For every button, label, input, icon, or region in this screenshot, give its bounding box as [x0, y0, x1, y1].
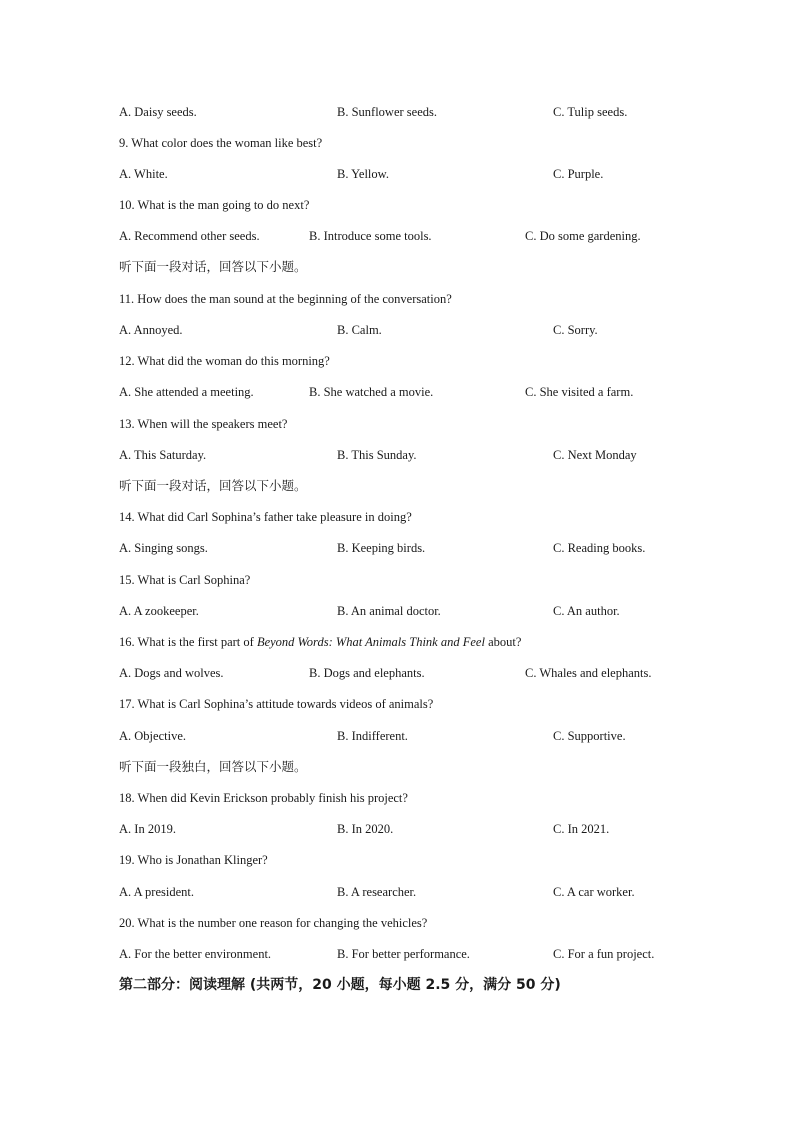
part2-heading: [119, 977, 561, 994]
q19-option-a: A. A president.: [119, 885, 194, 899]
q19-option-b: B. A researcher.: [337, 885, 417, 899]
q13-question: 13. When will the speakers meet?: [119, 417, 288, 431]
section-instruction-3: 听下面一段独白，回答以下小题。: [119, 759, 307, 774]
q15-option-b: B. An animal doctor.: [337, 604, 441, 618]
section-instruction-1: 听下面一段对话，回答以下小题。: [119, 259, 307, 274]
q10-option-a: A. Recommend other seeds.: [119, 229, 260, 243]
q8-option-a: A. Daisy seeds.: [119, 105, 197, 119]
q12-option-c: C. She visited a farm.: [525, 385, 634, 399]
q9-option-a: A. White.: [119, 167, 168, 181]
q16-option-c: C. Whales and elephants.: [525, 666, 652, 680]
q12-option-b: B. She watched a movie.: [309, 385, 434, 399]
q16-question: [119, 634, 521, 650]
q13-option-a: A. This Saturday.: [119, 448, 207, 462]
q12-question: 12. What did the woman do this morning?: [119, 354, 330, 368]
q10-option-c: C. Do some gardening.: [525, 229, 641, 243]
q14-option-b: B. Keeping birds.: [337, 541, 426, 555]
q10-option-b: B. Introduce some tools.: [309, 229, 432, 243]
q13-option-b: B. This Sunday.: [337, 448, 417, 462]
q16-question-prefix: 16. What is the first part of: [119, 635, 257, 649]
q20-question: 20. What is the number one reason for changing the vehicles?: [119, 916, 428, 930]
q16-question-suffix: about?: [484, 635, 522, 649]
q15-option-a: A. A zookeeper.: [119, 604, 199, 618]
q16-book-title: Beyond Words: What Animals Think and Feel: [256, 635, 485, 649]
q19-option-c: C. A car worker.: [553, 885, 635, 899]
q16-option-a: A. Dogs and wolves.: [119, 666, 224, 680]
q20-option-c: C. For a fun project.: [553, 947, 655, 961]
q17-option-a: A. Objective.: [119, 729, 186, 743]
q17-question: 17. What is Carl Sophina’s attitude towards videos of animals?: [119, 697, 434, 711]
q16-option-b: B. Dogs and elephants.: [309, 666, 425, 680]
q9-question: 9. What color does the woman like best?: [119, 136, 323, 150]
q11-option-c: C. Sorry.: [553, 323, 598, 337]
q13-option-c: C. Next Monday: [553, 448, 637, 462]
q17-option-c: C. Supportive.: [553, 729, 626, 743]
q8-option-b: B. Sunflower seeds.: [337, 105, 437, 119]
q18-option-b: B. In 2020.: [337, 822, 394, 836]
q14-question: 14. What did Carl Sophina’s father take pleasure in doing?: [119, 510, 412, 524]
q9-option-b: B. Yellow.: [337, 167, 389, 181]
q18-option-c: C. In 2021.: [553, 822, 610, 836]
q11-option-a: A. Annoyed.: [119, 323, 183, 337]
q11-option-b: B. Calm.: [337, 323, 382, 337]
q9-option-c: C. Purple.: [553, 167, 604, 181]
q20-option-a: A. For the better environment.: [119, 947, 272, 961]
section-instruction-2: 听下面一段对话，回答以下小题。: [119, 478, 307, 493]
q12-option-a: A. She attended a meeting.: [119, 385, 254, 399]
q14-option-a: A. Singing songs.: [119, 541, 208, 555]
q11-question: 11. How does the man sound at the beginning of the conversation?: [119, 292, 452, 306]
q18-option-a: A. In 2019.: [119, 822, 176, 836]
part2-heading-text: 第二部分：阅读理解 (共两节，20 小题，每小题 2.5 分，满分 50 分): [119, 977, 561, 993]
q15-question: 15. What is Carl Sophina?: [119, 573, 251, 587]
q8-option-c: C. Tulip seeds.: [553, 105, 628, 119]
q15-option-c: C. An author.: [553, 604, 620, 618]
q10-question: 10. What is the man going to do next?: [119, 198, 310, 212]
q20-option-b: B. For better performance.: [337, 947, 470, 961]
q19-question: 19. Who is Jonathan Klinger?: [119, 853, 268, 867]
q18-question: 18. When did Kevin Erickson probably finish his project?: [119, 791, 408, 805]
q14-option-c: C. Reading books.: [553, 541, 646, 555]
q17-option-b: B. Indifferent.: [337, 729, 408, 743]
